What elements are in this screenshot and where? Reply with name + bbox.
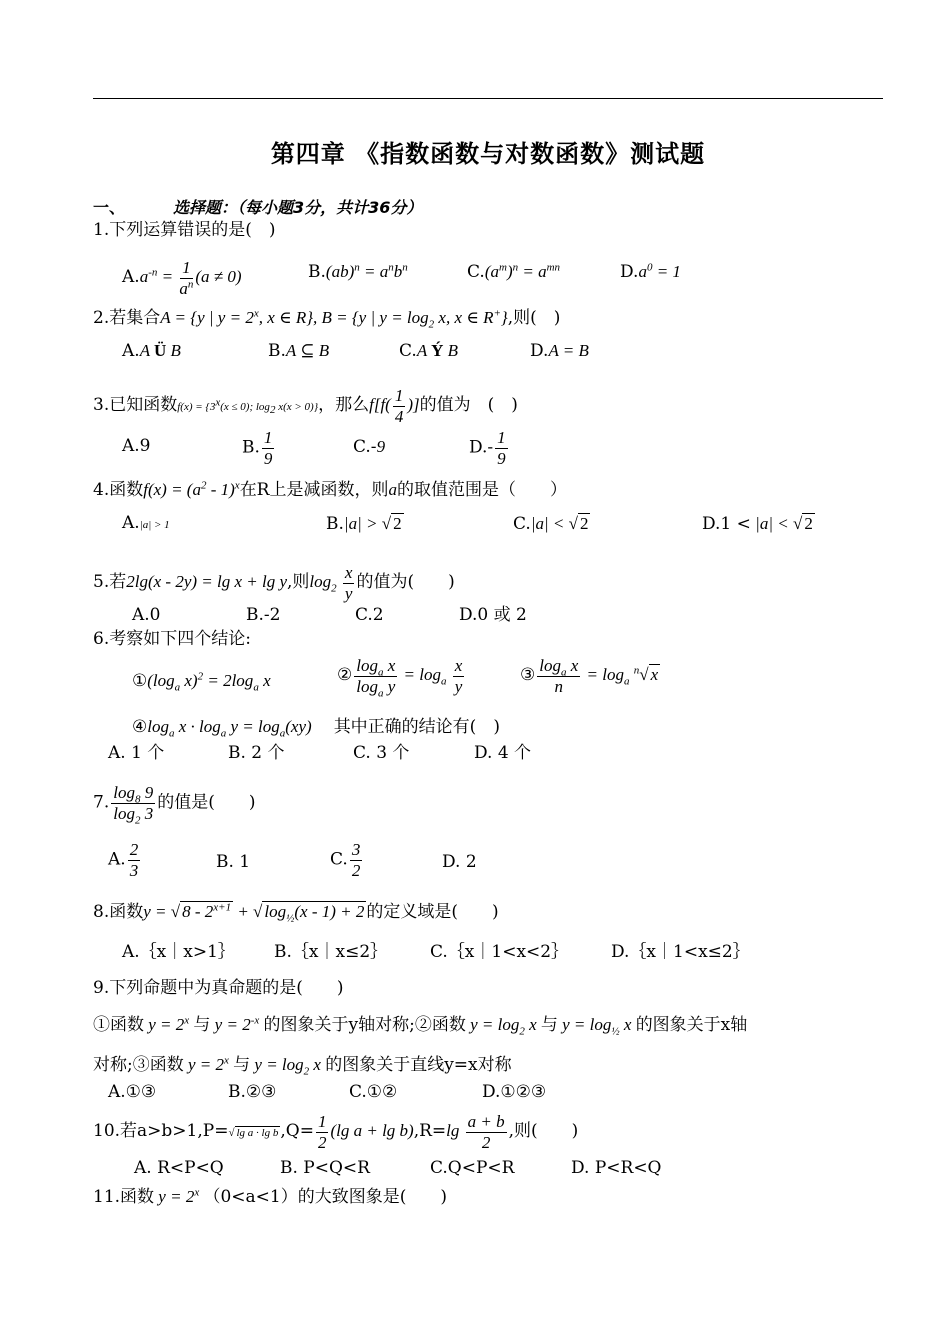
question-6-stem: 6.考察如下四个结论: (93, 629, 251, 649)
q2-d-math: A = B (548, 341, 589, 360)
q11-func-math: $y = 2^x$ (154, 1186, 200, 1206)
q2-stem-pre: 2.若集合 (93, 308, 161, 328)
q10-p-math: √ lg a · lg b (228, 1126, 279, 1139)
q9-l2b: 与 (233, 1055, 251, 1075)
question-8-stem (93, 901, 499, 925)
q4-c-label: C. (513, 514, 531, 534)
q9-l1c: 的图象关于y轴对称;②函数 (263, 1015, 466, 1035)
q3-b-label: B. (242, 437, 260, 458)
q6-option-b: B. 2 个 (228, 743, 285, 763)
q1-c-label: C. (467, 262, 485, 282)
q3-c-math: 9 (376, 437, 386, 456)
q2-d-label: D. (530, 341, 549, 361)
q4-func-math: $f(x) = (a^2 - 1)^x$ (143, 479, 240, 499)
q9-option-a: A.①③ (108, 1082, 157, 1102)
q4-a-math: |a| > 1 (139, 519, 170, 531)
q4-b-label: B. (326, 514, 344, 534)
q7-a-label: A. (108, 849, 126, 870)
q9-f2-math: $y = 2^{-x}$ (210, 1014, 260, 1034)
q4-d-math: |a| < √ 2 (750, 514, 813, 533)
q2-stem-post: ,则( ) (507, 308, 561, 328)
q8-stem-post: 的定义域是( ) (366, 902, 499, 922)
q6-s3-math: ③ $\frac{\log_a x}{n}$ = $\log_a ^n√$ x (520, 656, 659, 696)
q1-b-label: B. (308, 262, 326, 282)
q2-option-c (399, 342, 458, 360)
q2-option-b (268, 342, 329, 360)
q1-a-math: $a^{-n}$ = $\frac{1}{a^n}$ (a ≠ 0) (139, 258, 242, 298)
q3-option-c (353, 438, 385, 456)
q2-option-a (122, 342, 181, 360)
q9-line-2 (93, 1054, 512, 1078)
q10-q-math: $\frac{1}{2}$ (lg a + lg b) (317, 1112, 414, 1152)
q10-option-a: A. R<P<Q (134, 1158, 224, 1178)
q3-expr-math: f[f( $\frac{1}{4}$ )] (369, 386, 420, 426)
q10-stem-q: ,Q= (280, 1120, 314, 1141)
q1-a-label: A. (122, 266, 140, 287)
q1-option-c (467, 263, 560, 281)
q9-l2c: 的图象关于直线y=x对称 (325, 1055, 512, 1075)
q5-option-a: A.0 (132, 605, 161, 625)
q9-line-1 (93, 1014, 748, 1038)
q5-eq-math: 2lg(x - 2y) = lg x + lg y (126, 571, 288, 591)
q3-option-d (469, 428, 510, 468)
q2-b-label: B. (268, 341, 286, 361)
q8-option-b: B.｛x｜x≤2｝ (274, 942, 388, 962)
q4-stem-mid: 在R上是减函数，则 (239, 480, 389, 500)
q4-option-a (122, 515, 170, 532)
q1-option-a (122, 258, 242, 298)
q9-l1e: 的图象关于x轴 (635, 1015, 748, 1035)
q2-c-label: C. (399, 341, 417, 361)
question-3-stem (93, 386, 518, 426)
q4-b-math: |a| > √ 2 (343, 514, 402, 533)
q5-stem-post: 的值为( ) (356, 571, 455, 592)
q3-stem-mid: ，那么 (318, 394, 370, 415)
question-9-stem: 9.下列命题中为真命题的是( ) (93, 978, 344, 998)
q6-statement-2 (337, 656, 466, 699)
section-heading (93, 195, 422, 218)
q9-option-d: D.①②③ (482, 1082, 547, 1102)
q7-stem-post: 的值是( ) (157, 792, 256, 813)
q6-s2-math: ② $\frac{\log_a x}{\log_a y}$ = $\log_a$ $\frac{x}{y}$ (337, 656, 463, 699)
q5-option-c: C.2 (355, 605, 384, 625)
q4-stem-post: 的取值范围是（ ） (397, 480, 567, 500)
q2-a-math: A Ü B (139, 341, 181, 360)
q5-stem-mid: ,则 (287, 571, 310, 592)
q1-option-b (308, 263, 408, 281)
question-2-stem (93, 307, 561, 331)
q8-option-d: D.｛x｜1<x≤2｝ (611, 942, 750, 962)
q6-statement-3 (520, 656, 660, 696)
q8-func-math: y = √ $8 - 2^{x+1}$ + √ $\log_{\frac{1}{2}}(x - 1) + 2$ (143, 901, 365, 925)
question-7-stem (93, 783, 256, 826)
q8-option-a: A.｛x｜x>1｝ (122, 942, 235, 962)
q9-l1b: 与 (193, 1015, 211, 1035)
q2-option-d (530, 342, 589, 360)
q9-f5-math: $y = 2^x$ (183, 1054, 229, 1074)
q3-d-math: $\frac{1}{9}$ (497, 428, 506, 468)
q6-option-d: D. 4 个 (474, 743, 532, 763)
q9-option-b: B.②③ (228, 1082, 277, 1102)
question-4-stem (93, 481, 567, 499)
q10-option-d: D. P<R<Q (571, 1158, 662, 1178)
q9-f6-math: $y = \log_2 x$ (250, 1055, 326, 1078)
q6-s1-math: $①(\log_a$ $x)^2 = 2\log_a$ x (132, 670, 271, 694)
q7-a-math: $\frac{2}{3}$ (129, 840, 139, 880)
q5-option-d: D.0 或 2 (459, 605, 527, 625)
section-number: 一、 (93, 198, 126, 217)
q3-option-b (242, 428, 276, 468)
q1-d-label: D. (620, 262, 639, 282)
q8-stem-pre: 8.函数 (93, 902, 144, 922)
q6-statement-1 (132, 670, 271, 694)
q4-stem-pre: 4.函数 (93, 480, 144, 500)
q3-stem-post: 的值为 ( ) (419, 394, 518, 415)
q3-option-a: A.9 (122, 436, 151, 456)
q7-c-math: $\frac{3}{2}$ (351, 840, 361, 880)
section-label: 选择题：（每小题3分，共计36分） (173, 198, 423, 217)
q1-b-math: $(ab)^n = a^nb^n$ (325, 261, 408, 281)
header-rule (93, 98, 883, 99)
q6-statement-4 (132, 717, 500, 740)
q1-c-math: $(a^m)^n = a^{mn}$ (484, 261, 561, 281)
q4-a-label: A. (122, 513, 140, 533)
q1-d-math: $a^0 = 1$ (638, 261, 681, 281)
q7-option-c (330, 840, 364, 880)
q10-r-math: lg $\frac{a + b}{2}$ (446, 1112, 505, 1152)
q5-expr-math: $\log_2$ $\frac{x}{y}$ (309, 563, 353, 603)
question-1-stem: 1.下列运算错误的是( ) (93, 220, 276, 240)
q7-c-label: C. (330, 849, 348, 870)
q5-stem-pre: 5.若 (93, 571, 127, 592)
q11-stem-post: （0<a<1）的大致图象是( ) (203, 1187, 447, 1207)
q9-l2a: 对称;③函数 (93, 1055, 184, 1075)
q10-option-b: B. P<Q<R (280, 1158, 370, 1178)
question-5-stem (93, 563, 455, 603)
q9-l1a: ①函数 (93, 1015, 144, 1035)
q4-option-d (702, 515, 815, 533)
q3-c-label: C.- (353, 437, 377, 457)
q6-stem-tail: 其中正确的结论有( ) (333, 717, 500, 737)
question-10-stem (93, 1112, 578, 1152)
q3-stem-pre: 3.已知函数 (93, 394, 178, 415)
q11-stem-pre: 11.函数 (93, 1187, 155, 1207)
page-title: 第四章 《指数函数与对数函数》测试题 (270, 140, 706, 168)
q6-option-a: A. 1 个 (108, 743, 165, 763)
q10-stem-r: ,R= (413, 1120, 447, 1141)
q10-stem-pre: 10.若a>b>1,P= (93, 1120, 229, 1141)
q9-f4-math: $y = \log_{\frac{1}{2}} x$ (557, 1015, 636, 1038)
q4-option-c (513, 515, 590, 533)
q9-f3-math: $y = \log_2 x$ (465, 1015, 541, 1038)
q4-d-label: D.1 < (702, 514, 751, 534)
q10-stem-post: ,则( ) (508, 1120, 579, 1141)
q7-stem-pre: 7. (93, 792, 110, 813)
q4-var-a: a (388, 480, 397, 499)
q2-a-label: A. (122, 341, 140, 361)
q9-l1d: 与 (540, 1015, 558, 1035)
q6-s4-math: $④\log_a$ $x \cdot \log_a y = \log_a(xy)$ (132, 717, 312, 740)
q2-b-math: A ⊆ B (285, 341, 330, 360)
q4-option-b (326, 515, 404, 533)
q8-option-c: C.｛x｜1<x<2｝ (430, 942, 569, 962)
q9-f1-math: $y = 2^x$ (144, 1014, 190, 1034)
q3-b-math: $\frac{1}{9}$ (263, 428, 273, 468)
q5-option-b: B.-2 (246, 605, 281, 625)
q1-option-d (620, 263, 681, 281)
q9-option-c: C.①② (349, 1082, 398, 1102)
q7-option-b: B. 1 (216, 852, 251, 872)
q7-option-d: D. 2 (442, 852, 477, 872)
q10-option-c: C.Q<P<R (430, 1158, 515, 1178)
q4-c-math: |a| < √ 2 (530, 514, 589, 533)
question-11-stem (93, 1188, 447, 1206)
q2-set-math: A = {y | $y = 2^x$, x ∈ R}, B = {y | $y = \log_2 x$, x ∈ R+} (160, 307, 508, 331)
q3-piecewise-math: $f(x) = \{3^x(x \le 0)$; $\log_2 x(x > 0)$} (177, 396, 319, 417)
q6-option-c: C. 3 个 (353, 743, 410, 763)
q3-d-label: D.- (469, 437, 494, 458)
q7-expr-math: $\frac{\log_8 9}{\log_2 3}$ (113, 783, 154, 826)
q7-option-a (108, 840, 142, 880)
q2-c-math: A Ý B (416, 341, 459, 360)
